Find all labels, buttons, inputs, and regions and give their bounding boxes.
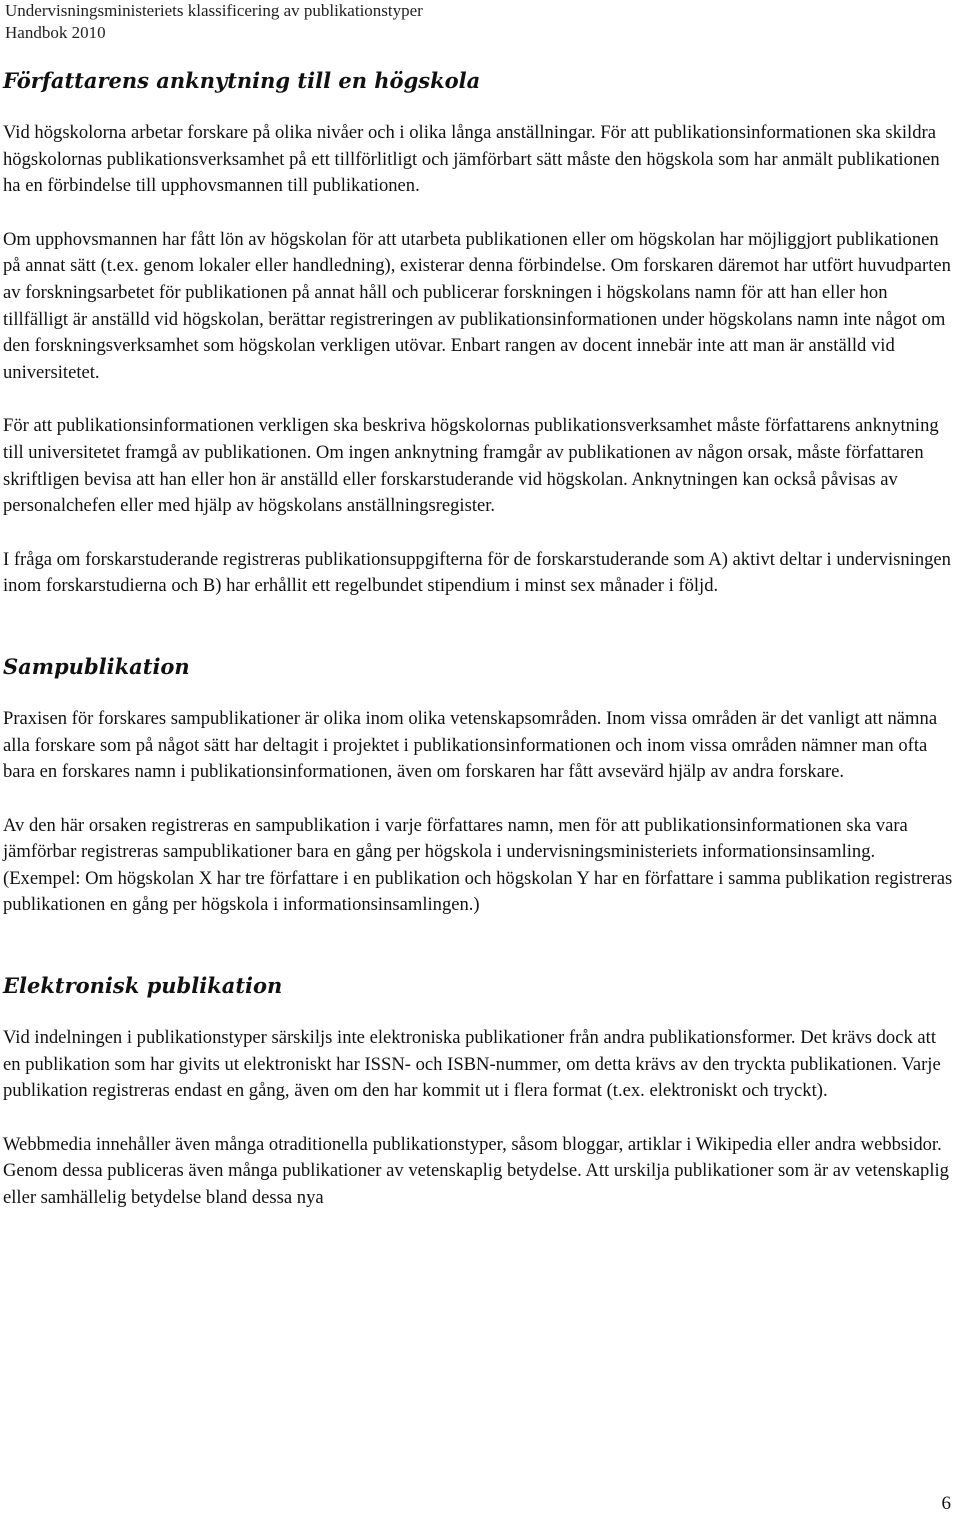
paragraph: Praxisen för forskares sampublikationer är olika inom olika vetenskapsområden. Inom vissa områden är det vanligt att nämna alla forskare som på något sätt har deltagit i projektet i publikationsinformationen och inom vissa områden nämner man ofta bara en forskares namn i publikationsinformationen, även om forskaren har fått avsevärd hjälp av andra forskare. — [3, 707, 938, 783]
paragraph: I fråga om forskarstuderande registreras publikationsuppgifterna för de forskarstuderande som A) aktivt deltar i undervisningen inom forskarstudierna och B) har erhållit ett regelbundet stipendium i minst sex månader i följd. — [3, 548, 951, 597]
page-number: 6 — [941, 1493, 951, 1514]
section-author-affiliation — [3, 66, 955, 600]
header-line-edition: Handbok 2010 — [5, 23, 106, 42]
paragraph: Vid högskolorna arbetar forskare på olika nivåer och i olika långa anställningar. För att publikationsinformationen ska skildra högskolornas publikationsverksamhet på ett tillförlitligt och jämförbart sätt måste den högskola som har anmält publikationen ha en förbindelse till upphovsmannen till publikationen. — [3, 122, 940, 197]
section-electronic-publication — [3, 971, 955, 1212]
paragraph: Om upphovsmannen har fått lön av högskolan för att utarbeta publikationen eller om högskolan har möjliggjort publikationen på annat sätt (t.ex. genom lokaler eller handledning), existerar denna förbindelse. Om forskaren däremot har utfört huvudparten av forskningsarbetet för publikationen på annat håll och publicerar forskningen i högskolans namn för att han eller hon tillfälligt är anställd vid högskolan, berättar registreringen av publikationsinformationen under högskolans namn inte något om den forskningsverksamhet som högskolan verkligen utövar. Enbart rangen av docent innebär inte att man är anställd vid universitetet. — [3, 228, 951, 383]
section-copublication — [3, 652, 955, 919]
paragraph: Vid indelningen i publikationstyper särskiljs inte elektroniska publikationer från andra publikationsformer. Det krävs dock att en publikation som har givits ut elektroniskt har ISSN- och ISBN-nummer, om detta krävs av den tryckta publikationen. Varje publikation registreras endast en gång, även om den har kommit ut i flera format (t.ex. elektroniskt och tryckt). — [3, 1027, 941, 1102]
paragraph: Av den här orsaken registreras en sampublikation i varje författares namn, men för att publikationsinformationen ska vara jämförbar registreras sampublikationer bara en gång per högskola i undervisningsministeriets informationsinsamling. (Exempel: Om högskolan X har tre författare i en publikation och högskolan Y har en författare i samma publikation registreras publikationen en gång per högskola i informationsinsamlingen.) — [3, 814, 953, 916]
section-heading: Författarens anknytning till en högskola — [3, 68, 481, 93]
section-heading: Sampublikation — [3, 653, 190, 679]
running-header — [5, 0, 423, 44]
header-line-title: Undervisningsministeriets klassificering av publikationstyper — [5, 1, 423, 20]
paragraph: För att publikationsinformationen verkligen ska beskriva högskolornas publikationsverksamhet måste författarens anknytning till universitetet framgå av publikationen. Om ingen anknytning framgår av publikationen av någon orsak, måste författaren skriftligen bevisa att han eller hon är anställd eller forskarstuderande vid högskolan. Anknytningen kan också påvisas av personalchefen eller med hjälp av högskolans anställningsregister. — [3, 415, 939, 517]
document-body — [3, 66, 955, 1212]
section-heading: Elektronisk publikation — [3, 973, 283, 999]
paragraph: Webbmedia innehåller även många otraditionella publikationstyper, såsom bloggar, artiklar i Wikipedia eller andra webbsidor. Genom dessa publiceras även många publikationer av vetenskaplig betydelse. Att urskilja publikationer som är av vetenskaplig eller samhällelig betydelse bland dessa nya — [3, 1133, 949, 1209]
